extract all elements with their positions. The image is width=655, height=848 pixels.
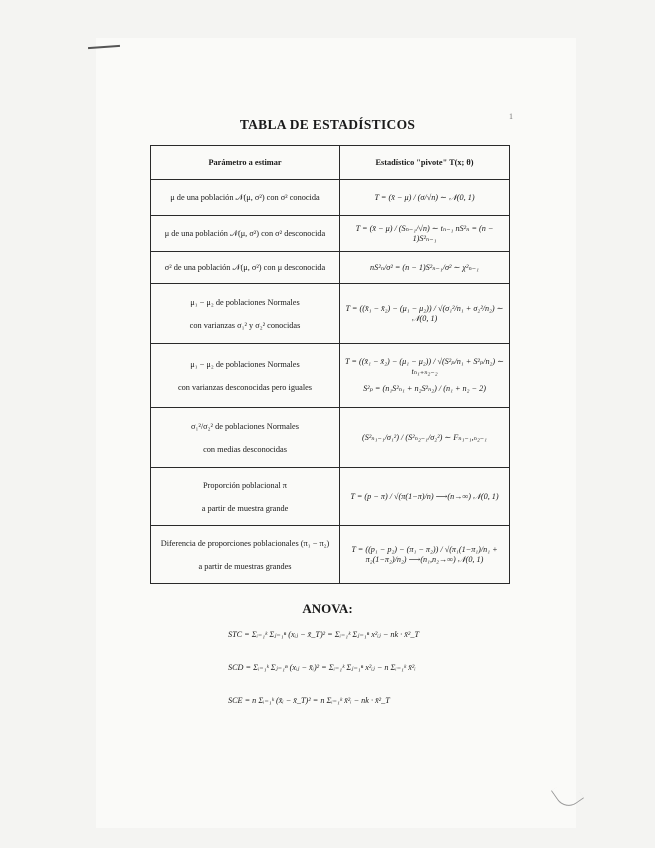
param-cell bbox=[151, 344, 340, 408]
formula-cell bbox=[340, 408, 510, 468]
page-title: TABLA DE ESTADÍSTICOS bbox=[239, 117, 416, 132]
param-subtext: a partir de muestras grandes bbox=[198, 561, 292, 571]
header-statistic: Estadístico "pivote" T(x; θ) bbox=[340, 146, 510, 180]
param-subtext: con varianzas σ₁² y σ₂² conocidas bbox=[189, 320, 301, 330]
formula-text: T = (p − π) / √(π(1−π)/n) ⟶(n→∞) 𝒩(0, 1) bbox=[350, 491, 499, 501]
param-cell bbox=[151, 216, 340, 252]
param-text: μ de una población 𝒩(μ, σ²) con σ² conocida bbox=[170, 192, 320, 202]
statistics-table bbox=[150, 145, 510, 584]
formula-text: T = ((p₁ − p₂) − (π₁ − π₂)) / √(π₁(1−π₁)/n₁ + π₂(1−π₂)/n₂) ⟶(n₁,n₂→∞) 𝒩(0, 1) bbox=[351, 545, 498, 564]
table-row bbox=[151, 216, 510, 252]
param-text: μ₁ − μ₂ de poblaciones Normales bbox=[190, 297, 300, 307]
formula-cell bbox=[340, 526, 510, 584]
page-mark: 1 bbox=[509, 112, 513, 121]
param-text: Proporción poblacional π bbox=[203, 480, 287, 490]
param-text: μ₁ − μ₂ de poblaciones Normales bbox=[190, 359, 300, 369]
table-row bbox=[151, 344, 510, 408]
table-row bbox=[151, 252, 510, 284]
anova-stc-formula: STC = Σᵢ₌₁ᵏ Σⱼ₌₁ⁿ (xᵢⱼ − x̄_T)² = Σᵢ₌₁ᵏ Σⱼ₌₁ⁿ x²ᵢⱼ − nk · x̄²_T bbox=[228, 630, 420, 639]
param-text: μ de una población 𝒩(μ, σ²) con σ² desconocida bbox=[164, 228, 326, 238]
table-row bbox=[151, 180, 510, 216]
param-cell bbox=[151, 252, 340, 284]
formula-text: T = ((x̄₁ − x̄₂) − (μ₁ − μ₂)) / √(σ₁²/n₁ + σ₂²/n₂) ∼ 𝒩(0, 1) bbox=[345, 304, 504, 323]
param-cell bbox=[151, 284, 340, 344]
table-row bbox=[151, 526, 510, 584]
table-row bbox=[151, 284, 510, 344]
param-cell bbox=[151, 526, 340, 584]
formula-text: nS²ₙ/σ² = (n − 1)S²ₙ₋₁/σ² ∼ χ²ₙ₋₁ bbox=[370, 262, 479, 272]
param-text: σ² de una población 𝒩(μ, σ²) con μ desconocida bbox=[164, 262, 326, 272]
header-parameter: Parámetro a estimar bbox=[151, 146, 340, 180]
param-cell bbox=[151, 468, 340, 526]
anova-title: ANOVA: bbox=[302, 601, 353, 616]
formula-cell bbox=[340, 344, 510, 408]
formula-subtext: S²ₚ = (n₁S²ₙ₁ + n₂S²ₙ₂) / (n₁ + n₂ − 2) bbox=[363, 384, 486, 394]
table-row bbox=[151, 408, 510, 468]
formula-text: T = ((x̄₁ − x̄₂) − (μ₁ − μ₂)) / √(S²ₚ/n₁ + S²ₚ/n₂) ∼ tₙ₁₊ₙ₂₋₂ bbox=[344, 357, 505, 376]
anova-sce-formula: SCE = n Σᵢ₌₁ᵏ (x̄ᵢ − x̄_T)² = n Σᵢ₌₁ᵏ x̄²ᵢ − nk · x̄²_T bbox=[228, 696, 390, 705]
param-cell bbox=[151, 180, 340, 216]
param-subtext: con varianzas desconocidas pero iguales bbox=[177, 382, 313, 392]
formula-text: T = (x̄ − μ) / (Sₙ₋₁/√n) ∼ tₙ₋₁ nS²ₙ = (n − 1)S²ₙ₋₁ bbox=[355, 224, 494, 243]
formula-text: T = (x̄ − μ) / (σ/√n) ∼ 𝒩(0, 1) bbox=[374, 192, 475, 202]
param-text: σ₁²/σ₂² de poblaciones Normales bbox=[191, 421, 299, 431]
param-subtext: con medias desconocidas bbox=[203, 444, 287, 454]
formula-cell bbox=[340, 252, 510, 284]
param-cell bbox=[151, 408, 340, 468]
table-header-row bbox=[151, 146, 510, 180]
param-text: Diferencia de proporciones poblacionales (π₁ − π₂) bbox=[160, 538, 330, 548]
formula-cell bbox=[340, 216, 510, 252]
formula-cell bbox=[340, 180, 510, 216]
formula-text: (S²ₙ₁₋₁/σ₁²) / (S²ₙ₂₋₁/σ₂²) ∼ Fₙ₁₋₁,ₙ₂₋₁ bbox=[362, 432, 487, 442]
formula-cell bbox=[340, 468, 510, 526]
param-subtext: a partir de muestra grande bbox=[201, 503, 289, 513]
table-row bbox=[151, 468, 510, 526]
formula-cell bbox=[340, 284, 510, 344]
anova-scd-formula: SCD = Σᵢ₌₁ᵏ Σⱼ₌₁ⁿ (xᵢⱼ − x̄ᵢ)² = Σᵢ₌₁ᵏ Σⱼ₌₁ⁿ x²ᵢⱼ − n Σᵢ₌₁ᵏ x̄²ᵢ bbox=[228, 663, 416, 672]
